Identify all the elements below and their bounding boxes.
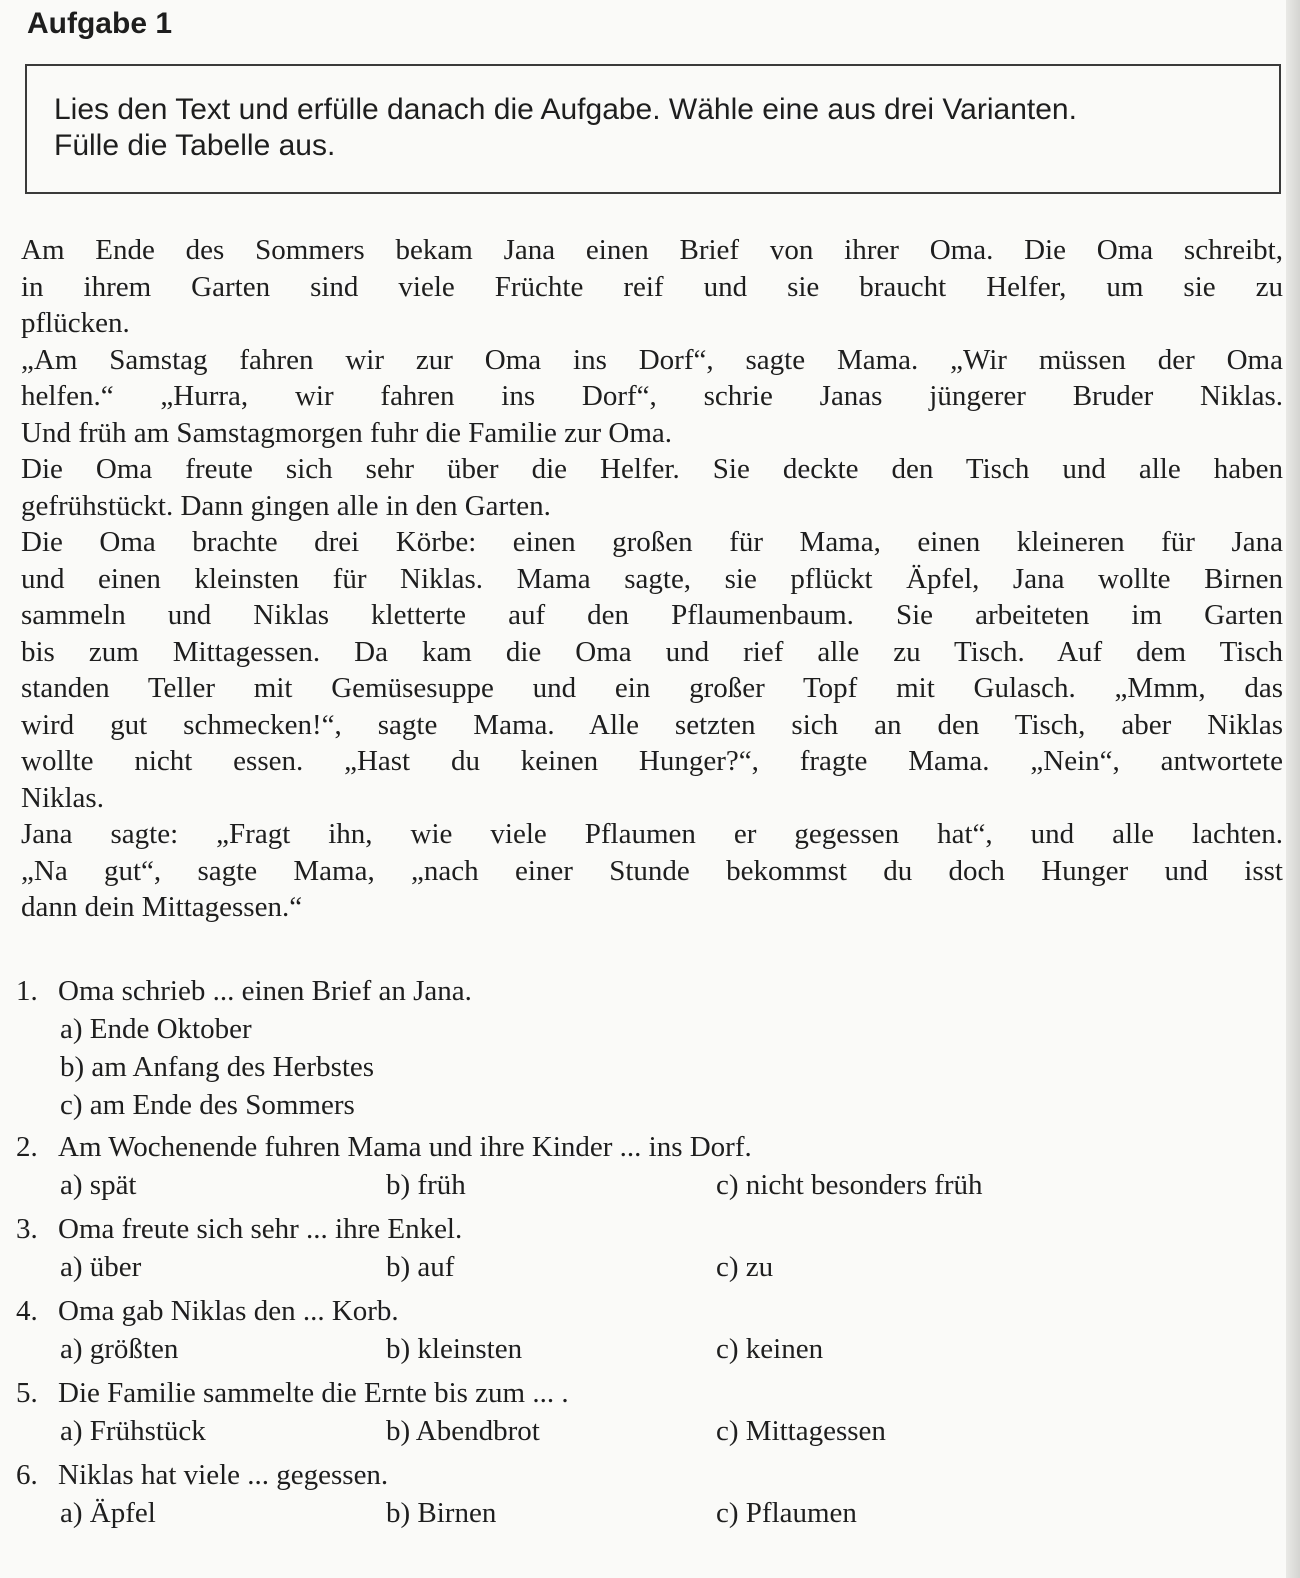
option-a[interactable]: a) größten — [60, 1333, 179, 1365]
text-line: wird gut schmecken!“, sagte Mama. Alle setzten sich an den Tisch, aber Niklas — [21, 708, 1283, 741]
option-a[interactable]: a) Ende Oktober — [60, 1013, 252, 1045]
text-line: wollte nicht essen. „Hast du keinen Hunger?“, fragte Mama. „Nein“, antwortete — [21, 745, 1283, 777]
option-c[interactable]: c) Mittagessen — [716, 1415, 886, 1447]
option-b[interactable]: b) früh — [386, 1169, 466, 1201]
option-a[interactable]: a) Äpfel — [60, 1497, 156, 1529]
text-line: Und früh am Samstagmorgen fuhr die Familie zur Oma. — [21, 416, 673, 449]
question-number: 5. — [16, 1377, 38, 1409]
text-line: gefrühstückt. Dann gingen alle in den Garten. — [21, 489, 551, 522]
question-2 — [16, 1128, 1196, 1206]
question-number: 1. — [16, 975, 38, 1007]
question-number: 3. — [16, 1213, 38, 1245]
option-b[interactable]: b) kleinsten — [386, 1333, 523, 1365]
instruction-line: Fülle die Tabelle aus. — [54, 129, 336, 162]
question-text: Niklas hat viele ... gegessen. — [58, 1459, 389, 1491]
option-c[interactable]: c) Pflaumen — [716, 1497, 857, 1529]
question-4 — [16, 1292, 1196, 1370]
question-text: Oma schrieb ... einen Brief an Jana. — [58, 975, 472, 1007]
question-number: 6. — [16, 1459, 38, 1491]
instruction-box — [25, 64, 1281, 194]
text-line: „Na gut“, sagte Mama, „nach einer Stunde bekommst du doch Hunger und isst — [21, 854, 1283, 887]
question-number: 4. — [16, 1295, 38, 1327]
text-line: standen Teller mit Gemüsesuppe und ein großer Topf mit Gulasch. „Mmm, das — [21, 672, 1283, 704]
option-list — [16, 1010, 1196, 1124]
question-stem — [16, 972, 1196, 1010]
option-a[interactable]: a) spät — [60, 1169, 137, 1201]
text-line: Die Oma brachte drei Körbe: einen großen für Mama, einen kleineren für Jana — [21, 526, 1283, 558]
question-text: Oma freute sich sehr ... ihre Enkel. — [58, 1213, 463, 1245]
question-text: Am Wochenende fuhren Mama und ihre Kinder ... ins Dorf. — [58, 1131, 752, 1163]
option-row — [60, 1248, 1196, 1288]
option-c[interactable]: c) nicht besonders früh — [716, 1169, 983, 1201]
question-1 — [16, 972, 1196, 1124]
option-row — [60, 1412, 1196, 1452]
question-text: Oma gab Niklas den ... Korb. — [58, 1295, 399, 1327]
question-number: 2. — [16, 1131, 38, 1163]
question-stem — [16, 1210, 1196, 1248]
option-row — [60, 1166, 1196, 1206]
text-line: Am Ende des Sommers bekam Jana einen Brief von ihrer Oma. Die Oma schreibt, — [21, 234, 1283, 266]
option-b[interactable]: b) Abendbrot — [386, 1415, 540, 1447]
option-b[interactable]: b) auf — [386, 1251, 455, 1283]
question-3 — [16, 1210, 1196, 1288]
question-5 — [16, 1374, 1196, 1452]
question-stem — [16, 1374, 1196, 1412]
text-line: sammeln und Niklas kletterte auf den Pflaumenbaum. Sie arbeiteten im Garten — [21, 599, 1283, 631]
option-c[interactable]: c) am Ende des Sommers — [60, 1089, 355, 1121]
option-b[interactable]: b) Birnen — [386, 1497, 497, 1529]
page-edge — [1286, 0, 1300, 1578]
question-stem — [16, 1292, 1196, 1330]
reading-text — [21, 232, 1283, 926]
text-line: dann dein Mittagessen.“ — [21, 891, 303, 923]
task-heading: Aufgabe 1 — [27, 7, 173, 40]
text-line: „Am Samstag fahren wir zur Oma ins Dorf“, sagte Mama. „Wir müssen der Oma — [21, 343, 1283, 376]
option-b[interactable]: b) am Anfang des Herbstes — [60, 1051, 375, 1083]
option-c[interactable]: c) keinen — [716, 1333, 824, 1365]
question-stem — [16, 1128, 1196, 1166]
question-text: Die Familie sammelte die Ernte bis zum ... . — [58, 1377, 569, 1409]
option-a[interactable]: a) Frühstück — [60, 1415, 206, 1447]
text-line: Die Oma freute sich sehr über die Helfer. Sie deckte den Tisch und alle haben — [21, 453, 1283, 485]
option-c[interactable]: c) zu — [716, 1251, 774, 1283]
option-row — [60, 1330, 1196, 1370]
text-line: helfen.“ „Hurra, wir fahren ins Dorf“, schrie Janas jüngerer Bruder Niklas. — [21, 380, 1283, 412]
text-line: und einen kleinsten für Niklas. Mama sagte, sie pflückt Äpfel, Jana wollte Birnen — [21, 562, 1283, 595]
option-a[interactable]: a) über — [60, 1251, 142, 1283]
text-line: bis zum Mittagessen. Da kam die Oma und rief alle zu Tisch. Auf dem Tisch — [21, 635, 1283, 668]
text-line: Jana sagte: „Fragt ihn, wie viele Pflaumen er gegessen hat“, und alle lachten. — [21, 818, 1283, 850]
option-row — [60, 1494, 1196, 1534]
text-line: pflücken. — [21, 307, 130, 339]
text-line: in ihrem Garten sind viele Früchte reif und sie braucht Helfer, um sie zu — [21, 270, 1283, 303]
instruction-line: Lies den Text und erfülle danach die Aufgabe. Wähle eine aus drei Varianten. — [54, 93, 1077, 126]
question-list — [16, 972, 1196, 1534]
question-6 — [16, 1456, 1196, 1534]
question-stem — [16, 1456, 1196, 1494]
text-line: Niklas. — [21, 781, 104, 814]
